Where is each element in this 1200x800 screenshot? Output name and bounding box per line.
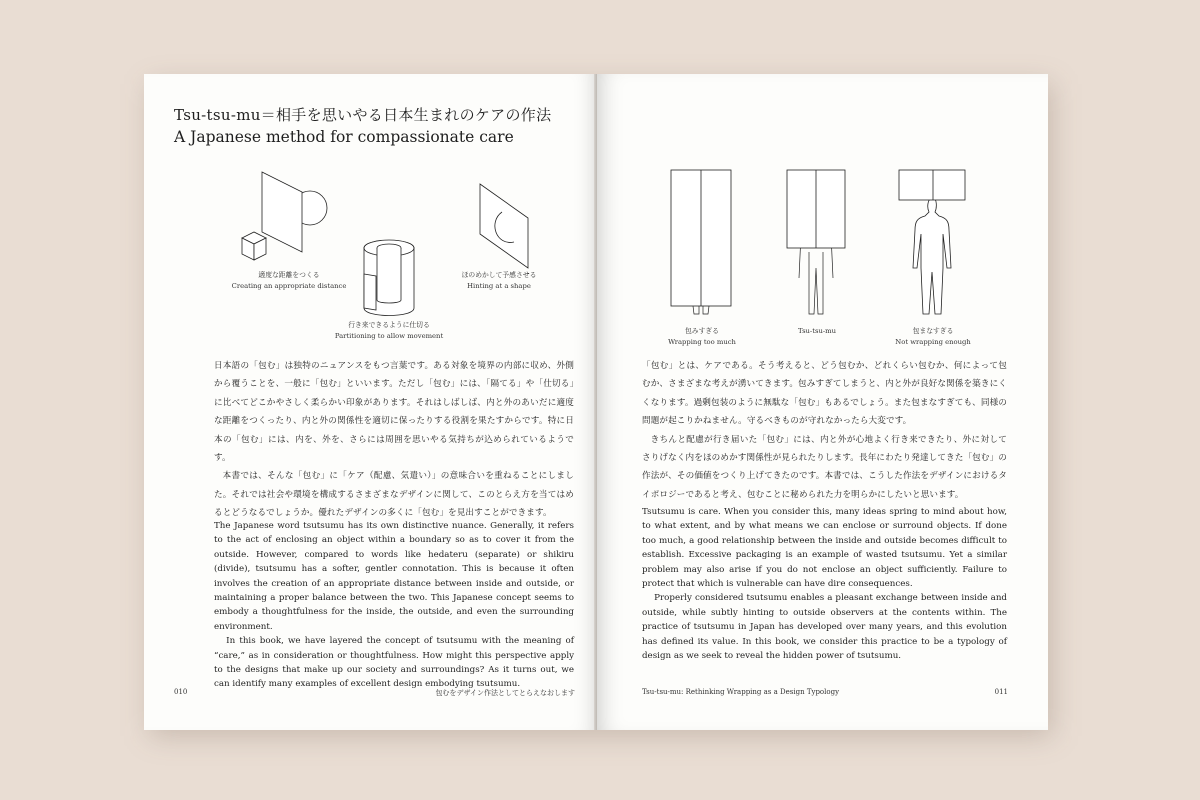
figure-caption-1: [214, 270, 364, 292]
wrapping-too-much-illustration: [669, 168, 735, 318]
body-text-jp: [642, 357, 1007, 504]
caption-en: Hinting at a shape: [467, 282, 531, 290]
caption-jp: ほのめかして予感させる: [461, 271, 537, 279]
caption-jp: 行き来できるように仕切る: [348, 321, 430, 329]
paragraph: Tsutsumu is care. When you consider this, many ideas spring to mind about how, to what extent, and by what means we can enclose or surround objects. If done too much, a good relationship between the inside and outside becomes difficult to establish. Excessive packaging is an example of wasted tsutsumu. Yet a similar problem may also arise if you do not enclose an object sufficiently. Failure to protect that which is vulnerable can have dire consequences.: [642, 507, 1007, 590]
tsutsumu-illustration: [783, 168, 851, 318]
paragraph: In this book, we have layered the concept of tsutsumu with the meaning of “care,” as in consideration or thoughtfulness. How might this perspective apply to the designs that make up our society and surroundings? As it turns out, we can identify many examples of excellent design embodying tsutsumu.: [214, 636, 574, 690]
paragraph: 日本語の「包む」は独特のニュアンスをもつ言葉です。ある対象を境界の内部に収め、外側から覆うことを、一般に「包む」といいます。ただし「包む」には、「隔てる」や「仕切る」に比べてどこかやさしく柔らかい印象があります。それはしばしば、内と外のあいだに適度な距離をつくったり、内と外の関係性を適切に保ったりする役割を果たすからです。特に日本の「包む」には、内を、外を、さらには周囲を思いやる気持ちが込められているようです。: [214, 361, 574, 464]
not-wrapping-enough-illustration: [897, 168, 969, 320]
figure-caption-3: [424, 270, 574, 292]
paragraph: Properly considered tsutsumu enables a pleasant exchange between inside and outside, while subtly hinting to outside observers at the contents within. The practice of tsutsumu in Japan has developed over many years, and this evolution has defined its value. In this book, we consider this practice to be a typology of design as we seek to reveal the hidden power of tsutsumu.: [642, 593, 1007, 662]
page-number: 011: [994, 688, 1008, 696]
caption-en: Tsu-tsu-mu: [798, 327, 836, 335]
figure-caption-2: [314, 320, 464, 342]
partition-illustration: [354, 234, 424, 320]
body-text-en: [214, 519, 574, 692]
paragraph: The Japanese word tsutsumu has its own distinctive nuance. Generally, it refers to the act of enclosing an object within a boundary so as to cover it from the outside. However, compared to words like hedateru (separate) or shikiru (divide), tsutsumu has a softer, gentler connotation. This is because it often involves the creation of an appropriate distance between inside and outside, or maintaining a proper balance between the two. This Japanese concept seems to embody a thoughtfulness for the inside, the outside, and even the surrounding environment.: [214, 521, 574, 632]
caption-jp: 包みすぎる: [685, 327, 719, 335]
page-title-jp: Tsu-tsu-mu＝相手を思いやる日本生まれのケアの作法: [174, 106, 552, 124]
caption-jp: 適度な距離をつくる: [258, 271, 320, 279]
caption-en: Wrapping too much: [668, 338, 736, 346]
hinting-illustration: [462, 182, 542, 272]
figure-caption-3: [858, 326, 1008, 348]
left-page: [144, 74, 595, 730]
paragraph: きちんと配慮が行き届いた「包む」には、内と外が心地よく行き来できたり、外に対してさりげなく内をほのめかす関係性が見られたりします。長年にわたり発達してきた「包む」の作法が、その価値をつくり上げてきたのです。本書では、こうした作法をデザインにおけるタイポロジーであると考え、包むことに秘められた力を明らかにしたいと思います。: [642, 434, 1007, 500]
body-text-jp: [214, 357, 574, 523]
caption-en: Partitioning to allow movement: [334, 332, 444, 340]
running-title: 包むをデザイン作法としてとらえなおします: [435, 689, 575, 697]
page-number: 010: [174, 688, 188, 696]
page-title-en: A Japanese method for compassionate care: [174, 128, 514, 146]
caption-jp: 包まなすぎる: [912, 327, 954, 335]
body-text-en: [642, 505, 1007, 663]
distance-illustration: [232, 170, 342, 270]
paragraph: 本書では、そんな「包む」に「ケア（配慮、気遣い）」の意味合いを重ねることにしました。それでは社会や環境を構成するさまざまなデザインに関して、このとらえ方を当てはめるとどうなるでしょうか。優れたデザインの多くに「包む」を見出すことができます。: [214, 471, 574, 519]
right-page: [597, 74, 1048, 730]
caption-en: Creating an appropriate distance: [231, 282, 347, 290]
paragraph: 「包む」とは、ケアである。そう考えると、どう包むか、どれくらい包むか、何によって包むか、さまざまな考えが湧いてきます。包みすぎてしまうと、内と外が良好な関係を築きにくくなります。過剰包装のように無駄な「包む」もあるでしょう。また包まなすぎても、同様の問題が起こりかねません。守るべきものが守れなかったら大変です。: [642, 361, 1007, 427]
running-title: Tsu-tsu-mu: Rethinking Wrapping as a Design Typology: [642, 688, 840, 696]
caption-en: Not wrapping enough: [895, 338, 971, 346]
